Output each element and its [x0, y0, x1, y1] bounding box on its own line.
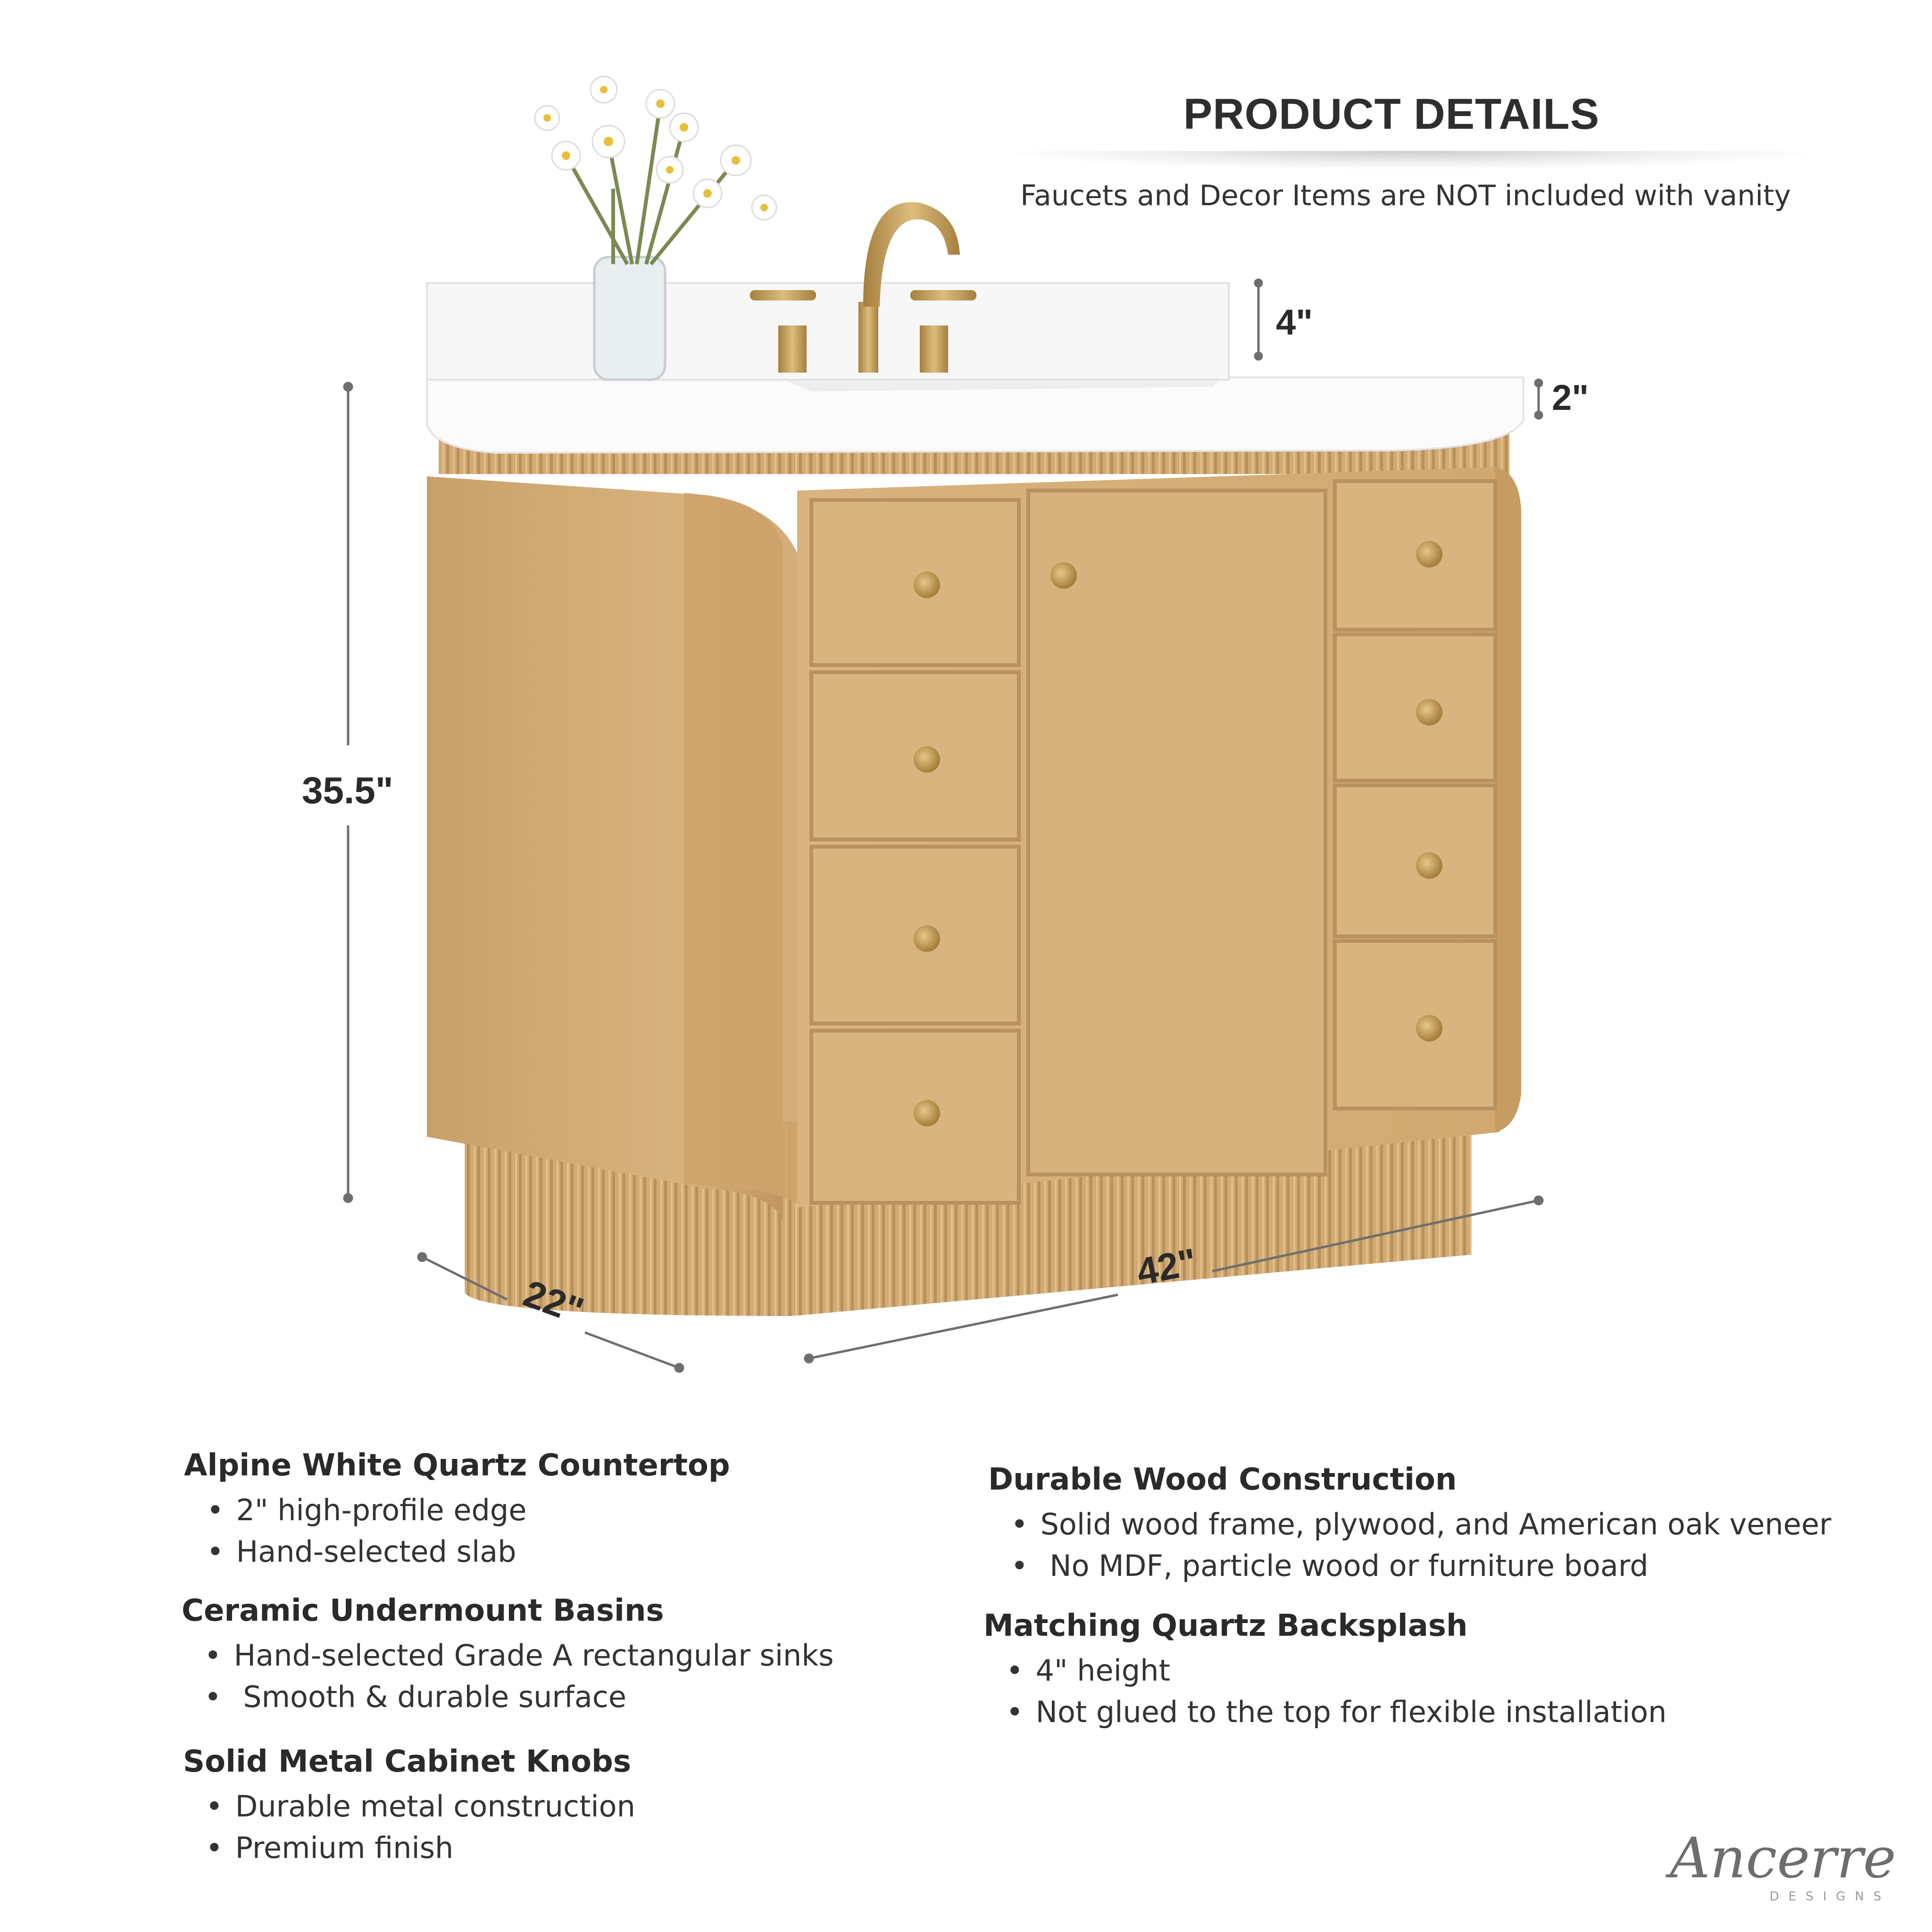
feature-item: • Smooth & durable surface: [204, 1676, 834, 1718]
feature-heading: Solid Metal Cabinet Knobs: [183, 1744, 631, 1779]
feature-item: • Solid wood frame, plywood, and American oak veneer: [1011, 1504, 1831, 1545]
feature-countertop: [184, 1448, 730, 1573]
feature-basins: [182, 1593, 834, 1718]
feature-item: • Hand-selected slab: [207, 1531, 730, 1573]
page-title: PRODUCT DETAILS: [1183, 90, 1600, 138]
feature-item: • Hand-selected Grade A rectangular sinks: [204, 1635, 834, 1676]
dimension-width-label: 42": [1133, 1240, 1200, 1293]
feature-item: • 4" height: [1006, 1650, 1666, 1691]
dimension-edge-label: 2": [1552, 378, 1589, 418]
feature-item: • Not glued to the top for flexible installation: [1006, 1691, 1666, 1733]
page-subtitle: Faucets and Decor Items are NOT included with vanity: [1020, 179, 1791, 212]
feature-backsplash: [983, 1608, 1666, 1733]
dimension-depth-label: 22": [518, 1272, 589, 1332]
feature-wood-construction: [988, 1462, 1831, 1587]
backsplash: [427, 283, 1229, 380]
right-drawers: [1335, 481, 1495, 1108]
feature-item: • Durable metal construction: [206, 1786, 635, 1827]
brand-logo: Ancerre: [1670, 1825, 1896, 1890]
left-drawers: [811, 500, 1019, 1203]
feature-heading: Alpine White Quartz Countertop: [184, 1448, 730, 1483]
feature-item: • No MDF, particle wood or furniture board: [1011, 1545, 1831, 1587]
feature-heading: Ceramic Undermount Basins: [182, 1593, 664, 1628]
feature-heading: Matching Quartz Backsplash: [983, 1608, 1468, 1643]
curved-corner-right: [1495, 467, 1521, 1132]
feature-item: • 2" high-profile edge: [207, 1490, 730, 1531]
dimension-height-label: 35.5": [302, 769, 393, 811]
center-door: [1028, 491, 1325, 1174]
feature-heading: Durable Wood Construction: [988, 1462, 1457, 1497]
feature-item: • Premium finish: [206, 1827, 635, 1869]
dimension-backsplash-label: 4": [1276, 302, 1313, 342]
curved-corner-left: [684, 493, 802, 1208]
brand-tagline: DESIGNS: [1769, 1890, 1891, 1904]
feature-knobs: [183, 1744, 635, 1869]
